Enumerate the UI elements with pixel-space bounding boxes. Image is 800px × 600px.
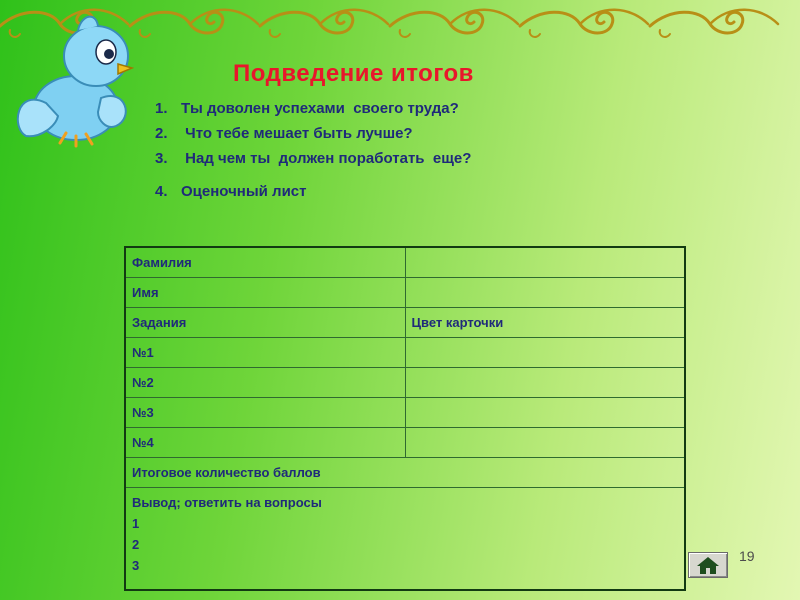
table-cell	[405, 337, 685, 367]
table-row	[125, 367, 685, 397]
page-number: 19	[739, 548, 755, 564]
table-row	[125, 487, 685, 590]
question-list	[155, 96, 471, 204]
table-cell	[405, 397, 685, 427]
conclusion-label: Вывод; ответить на вопросы	[132, 494, 322, 510]
table-row	[125, 427, 685, 457]
table-cell: №3	[125, 397, 405, 427]
table-cell: №1	[125, 337, 405, 367]
table-row	[125, 247, 685, 277]
table-cell: №2	[125, 367, 405, 397]
table-cell	[405, 367, 685, 397]
list-item: 1. Ты доволен успехами своего труда?	[155, 100, 459, 117]
table-row	[125, 397, 685, 427]
table-row	[125, 277, 685, 307]
bird-mascot	[6, 8, 136, 148]
list-item: 4. Оценочный лист	[155, 183, 307, 200]
home-icon	[689, 553, 727, 577]
conclusion-item: 2	[132, 536, 140, 552]
conclusion-item: 1	[132, 515, 140, 531]
table-row	[125, 337, 685, 367]
table-cell: Задания	[125, 307, 405, 337]
assessment-table	[124, 246, 686, 591]
table-cell: Цвет карточки	[405, 307, 685, 337]
table-cell	[405, 277, 685, 307]
list-item: 3. Над чем ты должен поработать еще?	[155, 150, 472, 167]
list-item: 2. Что тебе мешает быть лучше?	[155, 125, 413, 142]
conclusion-item: 3	[132, 557, 140, 573]
table-row	[125, 307, 685, 337]
table-cell: Имя	[125, 277, 405, 307]
table-cell	[405, 427, 685, 457]
home-button[interactable]	[688, 552, 728, 578]
table-cell: №4	[125, 427, 405, 457]
table-row	[125, 457, 685, 487]
table-cell: Фамилия	[125, 247, 405, 277]
total-score-cell: Итоговое количество баллов	[125, 457, 685, 487]
conclusion-cell	[125, 487, 685, 590]
table-cell	[405, 247, 685, 277]
slide-title: Подведение итогов	[233, 60, 474, 87]
